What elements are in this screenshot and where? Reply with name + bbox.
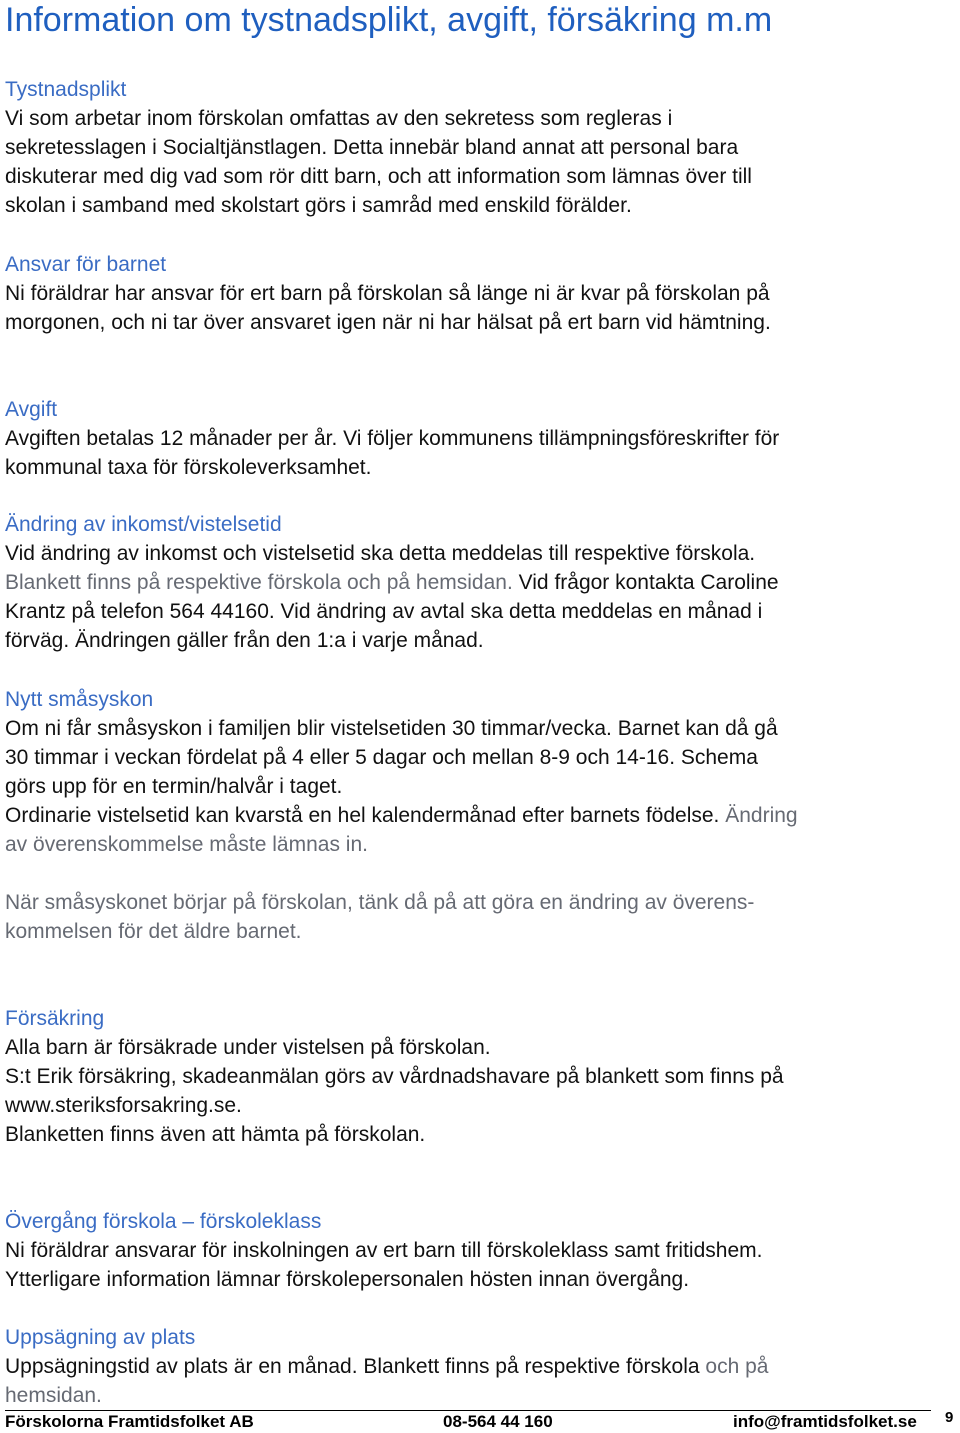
section-tystnadsplikt (5, 75, 955, 220)
section-heading: Ansvar för barnet (5, 253, 167, 276)
text-line: morgonen, och ni tar över ansvaret igen när ni har hälsat på ert barn vid hämtning. (5, 311, 771, 334)
section-body (5, 104, 955, 220)
text-line: Avgiften betalas 12 månader per år. Vi följer kommunens tillämpningsföreskrifter för (5, 427, 780, 450)
page-number: 9 (945, 1409, 954, 1426)
text-line: www.steriksforsakring.se. (5, 1094, 242, 1117)
text-line: Ni föräldrar ansvarar för inskolningen av ert barn till förskoleklass samt fritidshem. (5, 1239, 763, 1262)
text-span: Uppsägningstid av plats är en månad. Blankett finns på respektive förskola (5, 1355, 700, 1378)
text-line: Ni föräldrar har ansvar för ert barn på förskolan så länge ni är kvar på förskolan på (5, 282, 770, 305)
text-line: Om ni får småsyskon i familjen blir vistelsetiden 30 timmar/vecka. Barnet kan då gå (5, 717, 778, 740)
text-line: Vi som arbetar inom förskolan omfattas av den sekretess som regleras i (5, 107, 673, 130)
section-andring (5, 510, 955, 655)
text-line: Alla barn är försäkrade under vistelsen på förskolan. (5, 1036, 491, 1059)
text-line: Krantz på telefon 564 44160. Vid ändring av avtal ska detta meddelas en månad i (5, 600, 763, 623)
section-ansvar (5, 250, 955, 337)
text-line: 30 timmar i veckan fördelat på 4 eller 5 dagar och mellan 8-9 och 14-16. Schema (5, 746, 758, 769)
section-body (5, 1033, 955, 1149)
section-heading: Nytt småsyskon (5, 688, 154, 711)
section-heading: Avgift (5, 398, 58, 421)
text-line: Ytterligare information lämnar förskolepersonalen hösten innan övergång. (5, 1268, 690, 1291)
section-heading: Uppsägning av plats (5, 1326, 196, 1349)
section-body (5, 1352, 955, 1410)
text-line: skolan i samband med skolstart görs i samråd med enskild förälder. (5, 194, 632, 217)
text-line (5, 801, 955, 830)
text-line: diskuterar med dig vad som rör ditt barn, och att information som lämnas över till (5, 165, 752, 188)
section-avgift (5, 395, 955, 482)
text-line: av överenskommelse måste lämnas in. (5, 833, 368, 856)
text-span-grey: Ändring (719, 804, 798, 827)
section-body (5, 424, 955, 482)
page-footer (5, 1410, 931, 1433)
section-heading: Övergång förskola – förskoleklass (5, 1210, 322, 1233)
section-body (5, 279, 955, 337)
text-line: görs upp för en termin/halvår i taget. (5, 775, 343, 798)
text-line: Blanketten finns även att hämta på förskolan. (5, 1123, 426, 1146)
section-body (5, 539, 955, 655)
page-title: Information om tystnadsplikt, avgift, försäkring m.m (5, 1, 773, 39)
section-forsakring (5, 1004, 955, 1149)
section-heading: Försäkring (5, 1007, 105, 1030)
contact-text: Vid frågor kontakta Caroline (512, 571, 779, 594)
text-span: Ordinarie vistelsetid kan kvarstå en hel kalendermånad efter barnets födelse. (5, 804, 720, 827)
section-uppsagning (5, 1323, 955, 1410)
section-body (5, 714, 955, 946)
section-body (5, 1236, 955, 1294)
text-line: sekretesslagen i Socialtjänstlagen. Detta innebär bland annat att personal bara (5, 136, 739, 159)
text-line (5, 568, 955, 597)
footer-phone: 08-564 44 160 (443, 1412, 553, 1431)
text-span-grey: och på (699, 1355, 769, 1378)
section-smasyskon (5, 685, 955, 946)
text-line: S:t Erik försäkring, skadeanmälan görs av vårdnadshavare på blankett som finns på (5, 1065, 784, 1088)
text-line: kommunal taxa för förskoleverksamhet. (5, 456, 372, 479)
form-info-text: Blankett finns på respektive förskola och på hemsidan. (5, 571, 513, 594)
text-line (5, 1352, 955, 1381)
text-line: förväg. Ändringen gäller från den 1:a i varje månad. (5, 629, 484, 652)
footer-company: Förskolorna Framtidsfolket AB (5, 1412, 254, 1431)
section-heading: Tystnadsplikt (5, 78, 127, 101)
section-heading: Ändring av inkomst/vistelsetid (5, 513, 282, 536)
text-line: Vid ändring av inkomst och vistelsetid ska detta meddelas till respektive förskola. (5, 542, 756, 565)
text-line: När småsyskonet börjar på förskolan, tänk då på att göra en ändring av överens- (5, 891, 755, 914)
text-line: hemsidan. (5, 1384, 102, 1407)
footer-email: info@framtidsfolket.se (733, 1412, 917, 1431)
text-line: kommelsen för det äldre barnet. (5, 920, 302, 943)
section-overgang (5, 1207, 955, 1294)
